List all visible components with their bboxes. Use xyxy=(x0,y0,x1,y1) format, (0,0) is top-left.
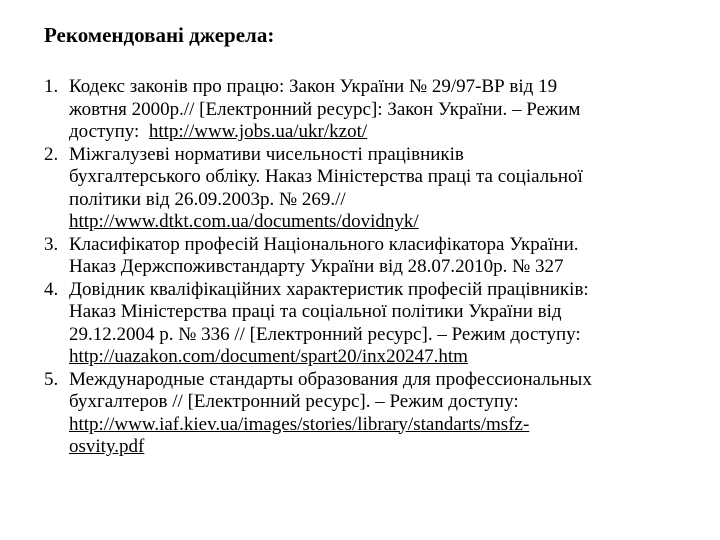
reference-link[interactable]: osvity.pdf xyxy=(69,436,145,457)
reference-link[interactable]: http://www.dtkt.com.ua/documents/dovidnyk/ xyxy=(69,211,419,232)
reference-text-line: Класифікатор професій Національного класифікатора України. xyxy=(69,233,579,255)
reference-link[interactable]: http://www.jobs.ua/ukr/kzot/ xyxy=(148,121,368,142)
reference-text-line: Наказ Держспоживстандарту України від 28.07.2010р. № 327 xyxy=(69,256,564,277)
reference-text-line: Довідник кваліфікаційних характеристик професій працівників: xyxy=(69,278,589,300)
reference-link[interactable]: http://uazakon.com/document/spart20/inx20247.htm xyxy=(69,346,468,367)
reference-link-line xyxy=(69,436,704,459)
reference-text-line: бухгалтеров // [Електронний ресурс]. – Режим доступу: xyxy=(69,391,519,412)
reference-number: 1. xyxy=(44,76,59,97)
reference-item-5 xyxy=(44,369,704,459)
reference-text-line: жовтня 2000р.// [Електронний ресурс]: Закон України. – Режим xyxy=(69,98,581,120)
reference-item-4 xyxy=(44,279,704,369)
reference-item-3 xyxy=(44,234,704,279)
reference-list xyxy=(44,76,704,459)
reference-number: 5. xyxy=(44,368,59,390)
reference-link-line xyxy=(69,414,704,437)
reference-text-line: політики від 26.09.2003р. № 269.// xyxy=(69,188,346,210)
reference-link-line xyxy=(69,211,704,234)
reference-text-fragment: доступу: xyxy=(69,121,149,142)
slide-heading: Рекомендовані джерела: xyxy=(44,23,275,47)
reference-text-line xyxy=(69,121,704,144)
reference-link[interactable]: http://www.iaf.kiev.ua/images/stories/library/standarts/msfz- xyxy=(69,413,530,435)
reference-number: 4. xyxy=(44,278,59,300)
reference-text-line: 29.12.2004 р. № 336 // [Електронний ресурс]. – Режим доступу: xyxy=(69,323,581,345)
reference-item-1 xyxy=(44,76,704,144)
reference-item-2 xyxy=(44,144,704,234)
reference-text-line: Кодекс законів про працю: Закон України № 29/97-ВР від 19 xyxy=(69,76,558,97)
reference-text-line: Международные стандарты образования для профессиональных xyxy=(69,368,592,390)
reference-link-line xyxy=(69,346,704,369)
reference-number: 2. xyxy=(44,143,59,165)
reference-text-line: Наказ Міністерства праці та соціальної політики України від xyxy=(69,301,562,322)
reference-text-line: бухгалтерського обліку. Наказ Міністерства праці та соціальної xyxy=(69,166,583,187)
reference-number: 3. xyxy=(44,233,59,255)
reference-text-line: Міжгалузеві нормативи чисельності працівників xyxy=(69,143,464,165)
